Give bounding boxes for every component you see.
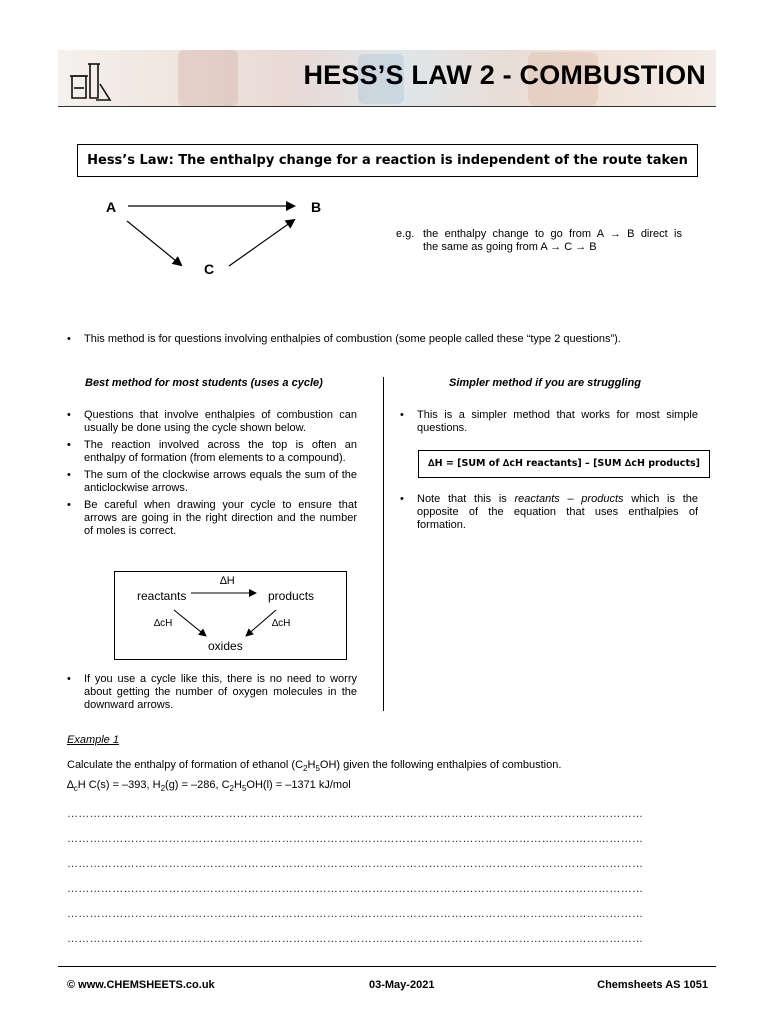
cycle-left-label: ∆cH (154, 618, 173, 629)
right-column-heading: Simpler method if you are struggling (449, 377, 641, 389)
cycle-reactants: reactants (137, 589, 187, 603)
answer-line-1[interactable]: ……………………………………………………………………………………………………………………………………… (67, 808, 644, 820)
answer-line-4[interactable]: ……………………………………………………………………………………………………………………………………… (67, 883, 644, 895)
example-heading: Example 1 (67, 734, 119, 746)
example-data: $\Delta_cH$ C(s) = –393, $H_2(g) = -286$, $C_2H_5OH(l) = -1371$ kJ/mol (67, 779, 351, 794)
cycle-arrow-left (174, 610, 206, 636)
cycle-right-label: ∆cH (272, 618, 291, 629)
law-statement-box: Hess’s Law: The enthalpy change for a reaction is independent of the route taken (77, 144, 698, 177)
reactants-products-emphasis: reactants – products (514, 493, 624, 505)
answer-line-2[interactable]: ……………………………………………………………………………………………………………………………………… (67, 833, 644, 845)
example-question: Calculate the enthalpy of formation of ethanol $(C_2H_5OH)$ given the following enthalpies of combustion. (67, 759, 562, 774)
intro-bullet: • This method is for questions involving enthalpies of combustion (some people called these “type 2 questions”). (67, 333, 707, 346)
eg-line-2: the same as going from A → C → B (423, 241, 597, 253)
answer-line-5[interactable]: ……………………………………………………………………………………………………………………………………… (67, 908, 644, 920)
example-explanation (396, 228, 682, 254)
left-bullet-3: • The sum of the clockwise arrows equals the sum of the anticlockwise arrows. (67, 469, 357, 495)
right-bullet-1: • This is a simpler method that works for most simple questions. (400, 409, 698, 435)
footer-rule (58, 966, 716, 967)
answer-line-3[interactable]: ……………………………………………………………………………………………………………………………………… (67, 858, 644, 870)
column-divider (383, 377, 384, 711)
point-a-label: A (106, 199, 117, 215)
triangle-arrows-diagram (0, 0, 768, 300)
right-bullet-list-1 (400, 409, 698, 439)
point-b-label: B (311, 199, 322, 215)
left-column-heading: Best method for most students (uses a cycle) (85, 377, 323, 389)
left-bullet-1: • Questions that involve enthalpies of combustion can usually be done using the cycle shown below. (67, 409, 357, 435)
eg-label: e.g. (396, 228, 415, 240)
left-bullet-4: • Be careful when drawing your cycle to ensure that arrows are going in the right direction and the number of moles is correct. (67, 499, 357, 538)
footer-sheet-number: Chemsheets AS 1051 (597, 979, 708, 991)
footer-date: 03-May-2021 (369, 979, 435, 991)
answer-line-6[interactable]: ……………………………………………………………………………………………………………………………………… (67, 933, 644, 945)
cycle-oxides: oxides (208, 639, 243, 653)
left-bullet-list (67, 409, 357, 542)
right-bullet-2: • Note that this is reactants – products which is the opposite of the equation that uses enthalpies of formation. (400, 493, 698, 532)
intro-bullet-list (67, 333, 707, 350)
formula-box: ∆H = [SUM of ∆cH reactants] – [SUM ∆cH products] (418, 450, 710, 478)
arrow-c-to-b (229, 220, 294, 266)
arrow-a-to-c (127, 221, 181, 265)
cycle-products: products (268, 589, 315, 603)
cycle-top-label: ∆H (220, 575, 235, 587)
left-bullet-2: • The reaction involved across the top is often an enthalpy of formation (from elements to a compound). (67, 439, 357, 465)
left-final-bullet-list (67, 673, 357, 716)
eg-line-1: the enthalpy change to go from A → B direct is (423, 228, 682, 240)
footer-website: © www.CHEMSHEETS.co.uk (67, 979, 215, 991)
right-bullet-list-2 (400, 493, 698, 536)
page-title: HESS’S LAW 2 - COMBUSTION (303, 60, 706, 90)
left-final-bullet: • If you use a cycle like this, there is no need to worry about getting the number of oxygen molecules in the downward arrows. (67, 673, 357, 712)
point-c-label: C (204, 261, 215, 277)
cycle-arrows (0, 560, 768, 660)
cycle-arrow-right (246, 610, 276, 636)
